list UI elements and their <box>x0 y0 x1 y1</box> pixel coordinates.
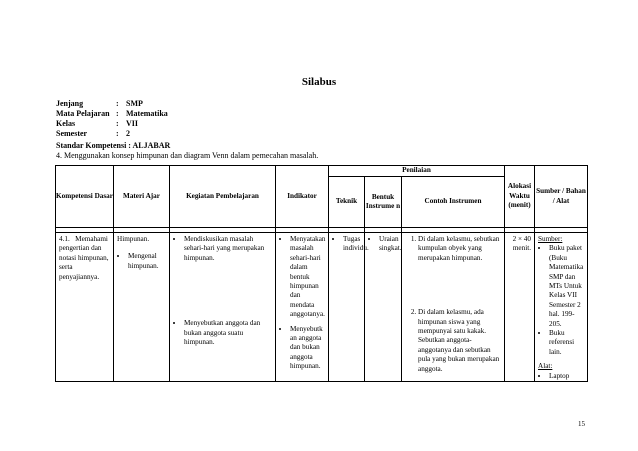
meta-row-kelas <box>56 119 168 129</box>
course-meta <box>56 99 168 139</box>
cell-kegiatan <box>170 233 276 382</box>
cell-bentuk <box>365 233 402 382</box>
page-number: 15 <box>578 420 585 428</box>
meta-row-mapel <box>56 109 168 119</box>
alokasi-text: 2 × 40 menit. <box>512 235 531 253</box>
contoh-list <box>405 235 501 374</box>
list-item: • Menyebutkan anggota dan bukan anggota suatu himpunan. <box>184 319 272 347</box>
sumber-label: Sumber: <box>538 235 563 243</box>
meta-separator: : <box>116 119 119 128</box>
list-item: • Laptop <box>549 372 584 381</box>
header-indikator: Indikator <box>276 166 329 228</box>
standar-text: 4. Menggunakan konsep himpunan dan diagram Venn dalam pemecahan masalah. <box>56 151 319 160</box>
standar-kompetensi <box>56 141 318 161</box>
cell-indikator <box>276 233 329 382</box>
list-item: • Mengenal himpunan. <box>128 252 166 271</box>
list-item: • Mendiskusikan masalah sehari-hari yang merupakan himpunan. <box>184 235 272 263</box>
header-bentuk: Bentuk Instrume n <box>365 177 402 228</box>
materi-list <box>117 252 166 271</box>
header-teknik: Teknik <box>329 177 365 228</box>
kompetensi-text: 4.1. Memahami pengertian dan notasi himpunan, serta penyajiannya. <box>59 235 109 281</box>
alat-list <box>538 372 584 381</box>
meta-value: SMP <box>126 99 143 108</box>
kegiatan-list-2 <box>173 319 272 347</box>
cell-kompetensi <box>56 233 114 382</box>
list-item: • Uraian singkat. <box>379 235 398 254</box>
cell-contoh <box>402 233 505 382</box>
indikator-list <box>279 235 325 372</box>
meta-separator: : <box>116 109 119 118</box>
meta-row-jenjang <box>56 99 168 109</box>
meta-value: 2 <box>126 129 130 138</box>
silabus-table <box>55 165 588 382</box>
list-item: 2. Di dalam kelasmu, ada himpunan siswa yang mempunyai satu kakak. Sebutkan anggota-anggotanya dan sebutkan pula yang bukan merupakan anggota. <box>418 308 501 374</box>
sumber-list <box>538 244 584 357</box>
meta-label: Kelas <box>56 119 76 128</box>
header-kegiatan: Kegiatan Pembelajaran <box>170 166 276 228</box>
materi-title: Himpunan. <box>117 235 150 243</box>
standar-heading: Standar Kompetensi : ALJABAR <box>56 141 171 150</box>
meta-label: Mata Pelajaran <box>56 109 110 118</box>
meta-label: Semester <box>56 129 88 138</box>
meta-separator: : <box>116 129 119 138</box>
header-materi: Materi Ajar <box>114 166 170 228</box>
alat-label: Alat: <box>538 362 553 371</box>
list-item: • Buku referensi lain. <box>549 329 584 357</box>
header-kompetensi: Kompetensi Dasar <box>56 166 114 228</box>
header-sumber: Sumber / Bahan / Alat <box>535 166 588 228</box>
meta-row-semester <box>56 129 168 139</box>
page-title: Silabus <box>301 76 337 88</box>
cell-sumber <box>535 233 588 382</box>
header-penilaian: Penilaian <box>329 166 505 177</box>
list-item: • Tugas individu. <box>343 235 361 254</box>
header-alokasi: Alokasi Waktu (menit) <box>505 166 535 228</box>
list-item: • Buku paket (Buku Matematika SMP dan MTs Untuk Kelas VII Semester 2 hal. 199-205. <box>549 244 584 329</box>
meta-value: Matematika <box>126 109 168 118</box>
list-item: 1. Di dalam kelasmu, sebutkan kumpulan obyek yang merupakan himpunan. <box>418 235 501 263</box>
cell-teknik <box>329 233 369 382</box>
meta-label: Jenjang <box>56 99 84 108</box>
teknik-list <box>332 235 369 254</box>
bentuk-list <box>368 235 402 254</box>
meta-value: VII <box>126 119 139 128</box>
kegiatan-list-1 <box>173 235 272 263</box>
list-item: • Menyatakan masalah sehari-hari dalam bentuk himpunan dan mendata anggotanya. <box>290 235 325 320</box>
cell-materi <box>114 233 170 382</box>
list-item: • Menyebutk an anggota dan bukan anggota himpunan. <box>290 325 325 372</box>
meta-separator: : <box>116 99 119 108</box>
cell-alokasi <box>505 233 535 382</box>
header-contoh: Contoh Instrumen <box>402 177 505 228</box>
table-row <box>56 233 588 382</box>
